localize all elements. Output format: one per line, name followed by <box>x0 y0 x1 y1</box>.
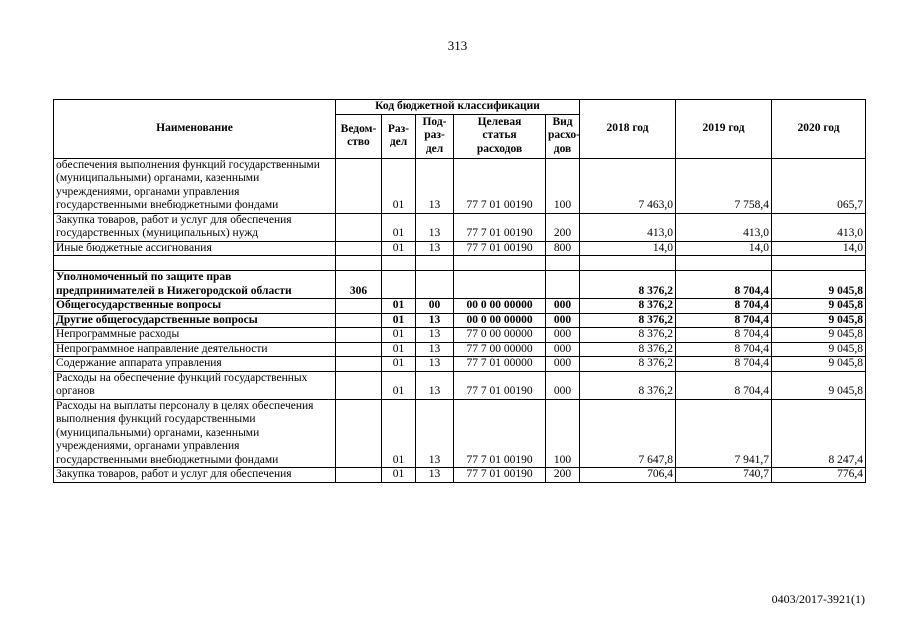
row-value-2020: 9 045,8 <box>772 271 866 299</box>
row-vid-rashodov: 100 <box>546 158 580 213</box>
row-name: Расходы на выплаты персоналу в целях обеспечения выполнения функций государственными (муниципальными) органами, казенными учреждениями, органами управления государственными внебюджетными фондами <box>54 399 336 468</box>
row-podrazdel: 13 <box>416 468 454 483</box>
table-row <box>54 468 866 483</box>
row-celevaya-statya <box>454 271 546 299</box>
row-celevaya-statya: 77 7 01 00190 <box>454 241 546 256</box>
row-podrazdel <box>416 271 454 299</box>
row-value-2018: 8 376,2 <box>580 271 676 299</box>
row-celevaya-statya: 77 7 01 00190 <box>454 213 546 241</box>
row-value-2018: 8 376,2 <box>580 342 676 357</box>
row-razdel: 01 <box>382 241 416 256</box>
row-vedomstvo <box>336 357 382 372</box>
row-razdel: 01 <box>382 371 416 399</box>
row-razdel <box>382 271 416 299</box>
row-name: Содержание аппарата управления <box>54 357 336 372</box>
row-vedomstvo <box>336 468 382 483</box>
table-row <box>54 342 866 357</box>
row-vedomstvo <box>336 342 382 357</box>
row-value-2020: 065,7 <box>772 158 866 213</box>
row-value-2018: 8 376,2 <box>580 328 676 343</box>
row-name: Закупка товаров, работ и услуг для обеспечения государственных (муниципальных) нужд <box>54 213 336 241</box>
row-name <box>54 256 336 271</box>
row-vedomstvo <box>336 158 382 213</box>
row-podrazdel: 13 <box>416 357 454 372</box>
row-podrazdel: 00 <box>416 299 454 314</box>
row-name: Закупка товаров, работ и услуг для обеспечения <box>54 468 336 483</box>
header-2019: 2019 год <box>676 100 772 159</box>
header-podrazdel: Под- раз- дел <box>416 114 454 158</box>
page-number: 313 <box>447 38 468 53</box>
row-value-2018: 8 376,2 <box>580 371 676 399</box>
row-celevaya-statya <box>454 256 546 271</box>
row-vid-rashodov <box>546 271 580 299</box>
row-value-2020: 9 045,8 <box>772 313 866 328</box>
row-vid-rashodov: 000 <box>546 357 580 372</box>
row-vid-rashodov <box>546 256 580 271</box>
table-row <box>54 371 866 399</box>
table-row <box>54 328 866 343</box>
header-code-group: Код бюджетной классификации <box>336 100 580 115</box>
row-value-2019 <box>676 256 772 271</box>
row-celevaya-statya: 00 0 00 00000 <box>454 313 546 328</box>
row-value-2018 <box>580 256 676 271</box>
row-name: обеспечения выполнения функций государственными (муниципальными) органами, казенными учреждениями, органами управления государственными внебюджетными фондами <box>54 158 336 213</box>
row-value-2020 <box>772 256 866 271</box>
table-row <box>54 299 866 314</box>
table-row <box>54 271 866 299</box>
row-podrazdel <box>416 256 454 271</box>
row-vid-rashodov: 200 <box>546 468 580 483</box>
row-value-2019: 8 704,4 <box>676 342 772 357</box>
row-value-2019: 8 704,4 <box>676 299 772 314</box>
header-vedomstvo: Ведом- ство <box>336 114 382 158</box>
row-value-2020: 9 045,8 <box>772 299 866 314</box>
row-vedomstvo <box>336 371 382 399</box>
row-vid-rashodov: 200 <box>546 213 580 241</box>
row-vid-rashodov: 000 <box>546 342 580 357</box>
header-name: Наименование <box>54 100 336 159</box>
row-podrazdel: 13 <box>416 241 454 256</box>
table-row <box>54 313 866 328</box>
row-value-2018: 8 376,2 <box>580 357 676 372</box>
row-value-2019: 413,0 <box>676 213 772 241</box>
row-podrazdel: 13 <box>416 371 454 399</box>
row-value-2018: 8 376,2 <box>580 313 676 328</box>
row-vedomstvo <box>336 313 382 328</box>
row-razdel <box>382 256 416 271</box>
row-vedomstvo: 306 <box>336 271 382 299</box>
row-value-2019: 8 704,4 <box>676 357 772 372</box>
row-podrazdel: 13 <box>416 313 454 328</box>
row-value-2020: 413,0 <box>772 213 866 241</box>
row-podrazdel: 13 <box>416 213 454 241</box>
row-value-2018: 7 463,0 <box>580 158 676 213</box>
row-value-2020: 8 247,4 <box>772 399 866 468</box>
row-vid-rashodov: 000 <box>546 313 580 328</box>
row-razdel: 01 <box>382 299 416 314</box>
row-name: Расходы на обеспечение функций государственных органов <box>54 371 336 399</box>
row-vedomstvo <box>336 241 382 256</box>
row-value-2019: 7 941,7 <box>676 399 772 468</box>
row-celevaya-statya: 77 7 01 00190 <box>454 158 546 213</box>
row-name: Непрограммное направление деятельности <box>54 342 336 357</box>
row-celevaya-statya: 77 7 01 00190 <box>454 399 546 468</box>
row-value-2019: 8 704,4 <box>676 271 772 299</box>
row-razdel: 01 <box>382 158 416 213</box>
header-vid-rashodov: Вид расхо- дов <box>546 114 580 158</box>
row-celevaya-statya: 77 7 01 00190 <box>454 371 546 399</box>
row-vedomstvo <box>336 399 382 468</box>
row-vedomstvo <box>336 299 382 314</box>
row-name: Непрограммные расходы <box>54 328 336 343</box>
row-vid-rashodov: 000 <box>546 371 580 399</box>
row-razdel: 01 <box>382 328 416 343</box>
table-row <box>54 241 866 256</box>
row-celevaya-statya: 00 0 00 00000 <box>454 299 546 314</box>
header-2020: 2020 год <box>772 100 866 159</box>
row-value-2018: 14,0 <box>580 241 676 256</box>
row-name: Другие общегосударственные вопросы <box>54 313 336 328</box>
row-value-2020: 9 045,8 <box>772 342 866 357</box>
table-row <box>54 256 866 271</box>
budget-table <box>53 99 866 483</box>
row-vedomstvo <box>336 213 382 241</box>
header-2018: 2018 год <box>580 100 676 159</box>
row-vedomstvo <box>336 328 382 343</box>
row-celevaya-statya: 77 7 01 00190 <box>454 468 546 483</box>
row-value-2019: 7 758,4 <box>676 158 772 213</box>
row-vid-rashodov: 000 <box>546 299 580 314</box>
row-value-2018: 413,0 <box>580 213 676 241</box>
row-razdel: 01 <box>382 342 416 357</box>
row-name: Иные бюджетные ассигнования <box>54 241 336 256</box>
row-vedomstvo <box>336 256 382 271</box>
row-name: Уполномоченный по защите прав предпринимателей в Нижегородской области <box>54 271 336 299</box>
row-razdel: 01 <box>382 357 416 372</box>
row-value-2018: 8 376,2 <box>580 299 676 314</box>
row-vid-rashodov: 800 <box>546 241 580 256</box>
row-value-2019: 8 704,4 <box>676 313 772 328</box>
row-celevaya-statya: 77 0 00 00000 <box>454 328 546 343</box>
row-razdel: 01 <box>382 213 416 241</box>
table-row <box>54 158 866 213</box>
row-razdel: 01 <box>382 468 416 483</box>
row-value-2018: 7 647,8 <box>580 399 676 468</box>
row-vid-rashodov: 100 <box>546 399 580 468</box>
row-value-2018: 706,4 <box>580 468 676 483</box>
row-value-2019: 14,0 <box>676 241 772 256</box>
table-body <box>54 158 866 482</box>
row-value-2020: 9 045,8 <box>772 328 866 343</box>
row-razdel: 01 <box>382 313 416 328</box>
row-podrazdel: 13 <box>416 399 454 468</box>
row-celevaya-statya: 77 7 01 00000 <box>454 357 546 372</box>
row-value-2019: 8 704,4 <box>676 328 772 343</box>
row-value-2020: 9 045,8 <box>772 357 866 372</box>
row-podrazdel: 13 <box>416 158 454 213</box>
row-podrazdel: 13 <box>416 328 454 343</box>
header-celevaya-statya: Целевая статья расходов <box>454 114 546 158</box>
row-value-2020: 9 045,8 <box>772 371 866 399</box>
row-podrazdel: 13 <box>416 342 454 357</box>
row-razdel: 01 <box>382 399 416 468</box>
row-celevaya-statya: 77 7 00 00000 <box>454 342 546 357</box>
table-row <box>54 399 866 468</box>
row-name: Общегосударственные вопросы <box>54 299 336 314</box>
document-code: 0403/2017-3921(1) <box>771 592 865 606</box>
row-value-2020: 14,0 <box>772 241 866 256</box>
table-row <box>54 213 866 241</box>
row-value-2020: 776,4 <box>772 468 866 483</box>
row-value-2019: 740,7 <box>676 468 772 483</box>
row-value-2019: 8 704,4 <box>676 371 772 399</box>
table-row <box>54 357 866 372</box>
row-vid-rashodov: 000 <box>546 328 580 343</box>
header-razdel: Раз- дел <box>382 114 416 158</box>
